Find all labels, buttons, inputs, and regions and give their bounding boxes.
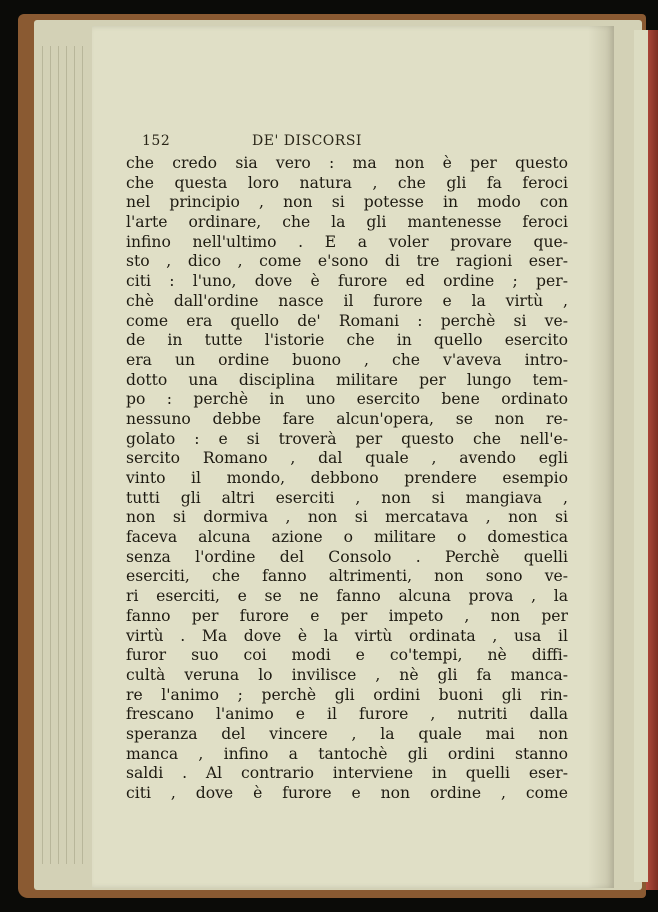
text-line: furor suo coi modi e co'tempi, nè diffi- [126, 646, 568, 665]
page-edge-line [58, 46, 59, 864]
text-line: che questa loro natura , che gli fa feroci [126, 173, 568, 192]
text-line: po : perchè in uno esercito bene ordinato [126, 390, 568, 409]
text-line: sercito Romano , dal quale , avendo egli [126, 449, 568, 468]
book-page [92, 26, 614, 888]
running-title: DE' DISCORSI [252, 133, 362, 149]
text-line: nel principio , non si potesse in modo con [126, 193, 568, 212]
text-line: citi , dove è furore e non ordine , come [126, 784, 568, 802]
text-line: vinto il mondo, debbono prendere esempio [126, 469, 568, 487]
spine-shadow [588, 26, 614, 888]
text-line: tutti gli altri eserciti , non si mangiava , [126, 488, 568, 507]
page-edge-line [74, 46, 75, 864]
text-line: sto , dico , come e'sono di tre ragioni eser- [126, 252, 568, 271]
text-line: l'arte ordinare, che la gli mantenesse feroci [126, 213, 568, 232]
text-line: infino nell'ultimo . E a voler provare que- [126, 232, 568, 251]
text-line: era un ordine buono , che v'aveva intro- [126, 350, 568, 369]
text-line: citi : l'uno, dove è furore ed ordine ; per- [126, 272, 568, 291]
text-line: manca , infino a tantochè gli ordini stanno [126, 744, 568, 763]
text-line: dotto una disciplina militare per lungo tem- [126, 370, 568, 389]
text-line: chè dall'ordine nasce il furore e la virtù , [126, 291, 568, 310]
page-edge-line [66, 46, 67, 864]
text-line: frescano l'animo e il furore , nutriti dalla [126, 705, 568, 724]
text-line: ri eserciti, e se ne fanno alcuna prova , la [126, 587, 568, 606]
page-number: 152 [142, 133, 171, 149]
text-line: cultà veruna lo invilisce , nè gli fa manca- [126, 665, 568, 684]
text-line: virtù . Ma dove è la virtù ordinata , usa il [126, 626, 568, 645]
text-line: fanno per furore e per impeto , non per [126, 606, 568, 625]
text-line: saldi . Al contrario interviene in quelli eser- [126, 764, 568, 783]
text-line: nessuno debbe fare alcun'opera, se non re- [126, 409, 568, 428]
text-line: golato : e si troverà per questo che nell'e- [126, 429, 568, 448]
text-line: speranza del vincere , la quale mai non [126, 724, 568, 743]
text-line: faceva alcuna azione o militare o domestica [126, 528, 568, 547]
right-page-edge [634, 30, 648, 882]
page-edge-line [42, 46, 43, 864]
body-text [126, 154, 568, 804]
text-line: re l'animo ; perchè gli ordini buoni gli rin- [126, 685, 568, 704]
text-line: che credo sia vero : ma non è per questo [126, 154, 568, 172]
text-line: non si dormiva , non si mercatava , non si [126, 508, 568, 527]
page-edge-line [50, 46, 51, 864]
page-edge-line [82, 46, 83, 864]
text-line: senza l'ordine del Consolo . Perchè quelli [126, 547, 568, 566]
text-line: come era quello de' Romani : perchè si ve- [126, 311, 568, 330]
text-line: de in tutte l'istorie che in quello esercito [126, 331, 568, 350]
text-line: eserciti, che fanno altrimenti, non sono ve- [126, 567, 568, 586]
page-header [142, 133, 522, 153]
